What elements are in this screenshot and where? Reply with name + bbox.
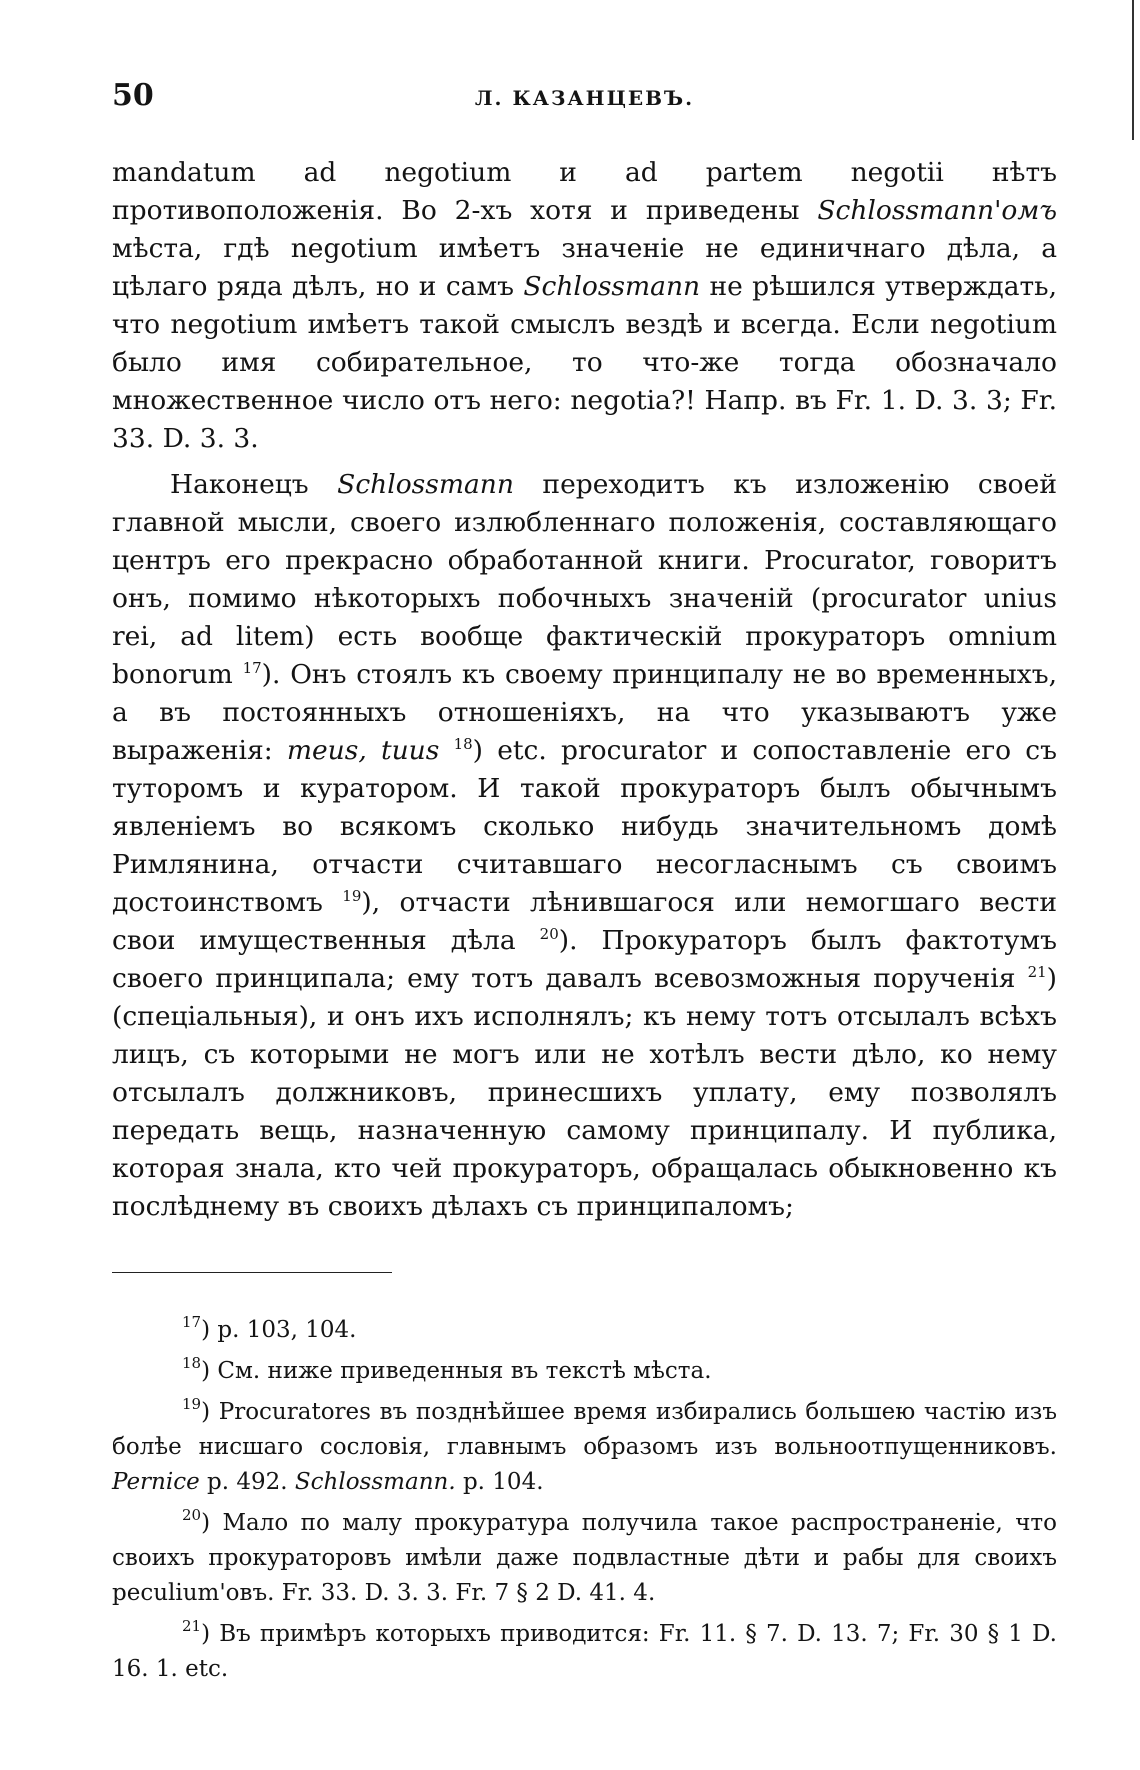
footnote-17 (112, 1313, 1057, 1348)
text-run: мѣста, гдѣ negotium имѣетъ значеніе не единичнаго дѣла, а цѣлаго ряда дѣлъ, но и самъ (112, 233, 1057, 302)
footnote-number: 19 (182, 1395, 202, 1413)
footnote-number: 21 (182, 1617, 202, 1635)
text-run: Наконецъ (170, 469, 338, 500)
page-header (112, 78, 1057, 122)
text-run: ) etc. procurator и сопоставленіе его съ туторомъ и куратором. И такой прокураторъ былъ обычнымъ явленіемъ во всякомъ сколько нибудь значительномъ домѣ Римлянина, отчасти считавшаго несогласнымъ съ своимъ достоинствомъ (112, 735, 1057, 918)
author-name: Schlossmann (523, 271, 701, 302)
scan-edge-line (1132, 0, 1134, 140)
footnotes (112, 1313, 1057, 1687)
footnote-text: ) Мало по малу прокуратура получила такое распространеніе, что своихъ прокураторовъ имѣли даже подвластные дѣти и рабы для своихъ peculium'овъ. Fr. 33. D. 3. 3. Fr. 7 § 2 D. 41. 4. (112, 1510, 1057, 1606)
footnote-18 (112, 1354, 1057, 1389)
footnote-20 (112, 1506, 1057, 1611)
footnote-ref-17: 17 (242, 659, 262, 677)
text-run: ). Онъ стоялъ къ своему принципалу не во временныхъ, а въ постоянныхъ отношеніяхъ, на что указываютъ уже выраженія: (112, 659, 1057, 766)
footnote-text: p. 104. (455, 1469, 544, 1495)
running-head: Л. КАЗАНЦЕВЪ. (474, 86, 695, 110)
footnote-19 (112, 1395, 1057, 1500)
footnote-text: ) Въ примѣръ которыхъ приводится: Fr. 11. § 7. D. 13. 7; Fr. 30 § 1 D. 16. 1. etc. (112, 1621, 1057, 1682)
text-run: mandatum ad negotium и ad partem negotii нѣтъ противоположенія. Во 2-хъ хотя и приведены (112, 157, 1057, 226)
footnote-ref-21: 21 (1027, 963, 1047, 981)
footnote-separator (112, 1272, 392, 1273)
author-name: Schlossmann (337, 469, 514, 500)
author-name: Pernice (112, 1469, 200, 1495)
footnote-ref-18: 18 (453, 735, 473, 753)
footnote-text: ) p. 103, 104. (201, 1317, 357, 1343)
text-run: ) (спеціальныя), и онъ ихъ исполнялъ; къ нему тотъ отсылалъ всѣхъ лицъ, съ которыми не могъ или не хотѣлъ вести дѣло, ко нему отсылалъ должниковъ, принесшихъ уплату, ему позволялъ передать вещь, назначенную самому принципалу. И публика, которая знала, кто чей прокураторъ, обращалась обыкновенно къ послѣднему въ своихъ дѣлахъ съ принципаломъ; (112, 963, 1057, 1222)
footnote-text: ) См. ниже приведенныя въ текстѣ мѣста. (201, 1358, 712, 1384)
main-text (112, 154, 1057, 1226)
text-run: ). Прокураторъ былъ фактотумъ своего принципала; ему тотъ давалъ всевозможныя порученія (112, 925, 1057, 994)
footnote-text: p. 492. (199, 1469, 295, 1495)
text-run: переходитъ къ изложенію своей главной мысли, своего излюбленнаго положенія, составляющаго центръ его прекрасно обработанной книги. Procurator, говоритъ онъ, помимо нѣкоторыхъ побочныхъ значеній (procurator unius rei, ad litem) есть вообще фактическій прокураторъ omnium bonorum (112, 469, 1057, 690)
paragraph-1 (112, 154, 1057, 458)
footnote-21 (112, 1617, 1057, 1687)
author-name: Schlossmann'омъ (817, 195, 1057, 226)
latin-phrase: meus, tuus (286, 735, 440, 766)
footnote-ref-19: 19 (342, 887, 362, 905)
text-run: ), отчасти лѣнившагося или немогшаго вести свои имущественныя дѣла (112, 887, 1057, 956)
footnote-ref-20: 20 (539, 925, 559, 943)
footnote-number: 17 (182, 1313, 202, 1331)
page-number: 50 (112, 78, 154, 113)
paragraph-2 (112, 466, 1057, 1226)
footnote-number: 20 (182, 1506, 202, 1524)
footnote-number: 18 (182, 1354, 202, 1372)
footnote-text: ) Procuratores въ позднѣйшее время избирались большею частію изъ болѣе нисшаго сословія, главнымъ образомъ изъ вольноотпущенниковъ. (112, 1399, 1057, 1460)
author-name: Schlossmann. (294, 1469, 456, 1495)
book-page (112, 78, 1057, 1693)
text-run: не рѣшился утверждать, что negotium имѣетъ такой смыслъ вездѣ и всегда. Если negotium было имя собирательное, то что-же тогда обозначало множественное число отъ него: negotia?! Напр. въ Fr. 1. D. 3. 3; Fr. 33. D. 3. 3. (112, 271, 1058, 454)
